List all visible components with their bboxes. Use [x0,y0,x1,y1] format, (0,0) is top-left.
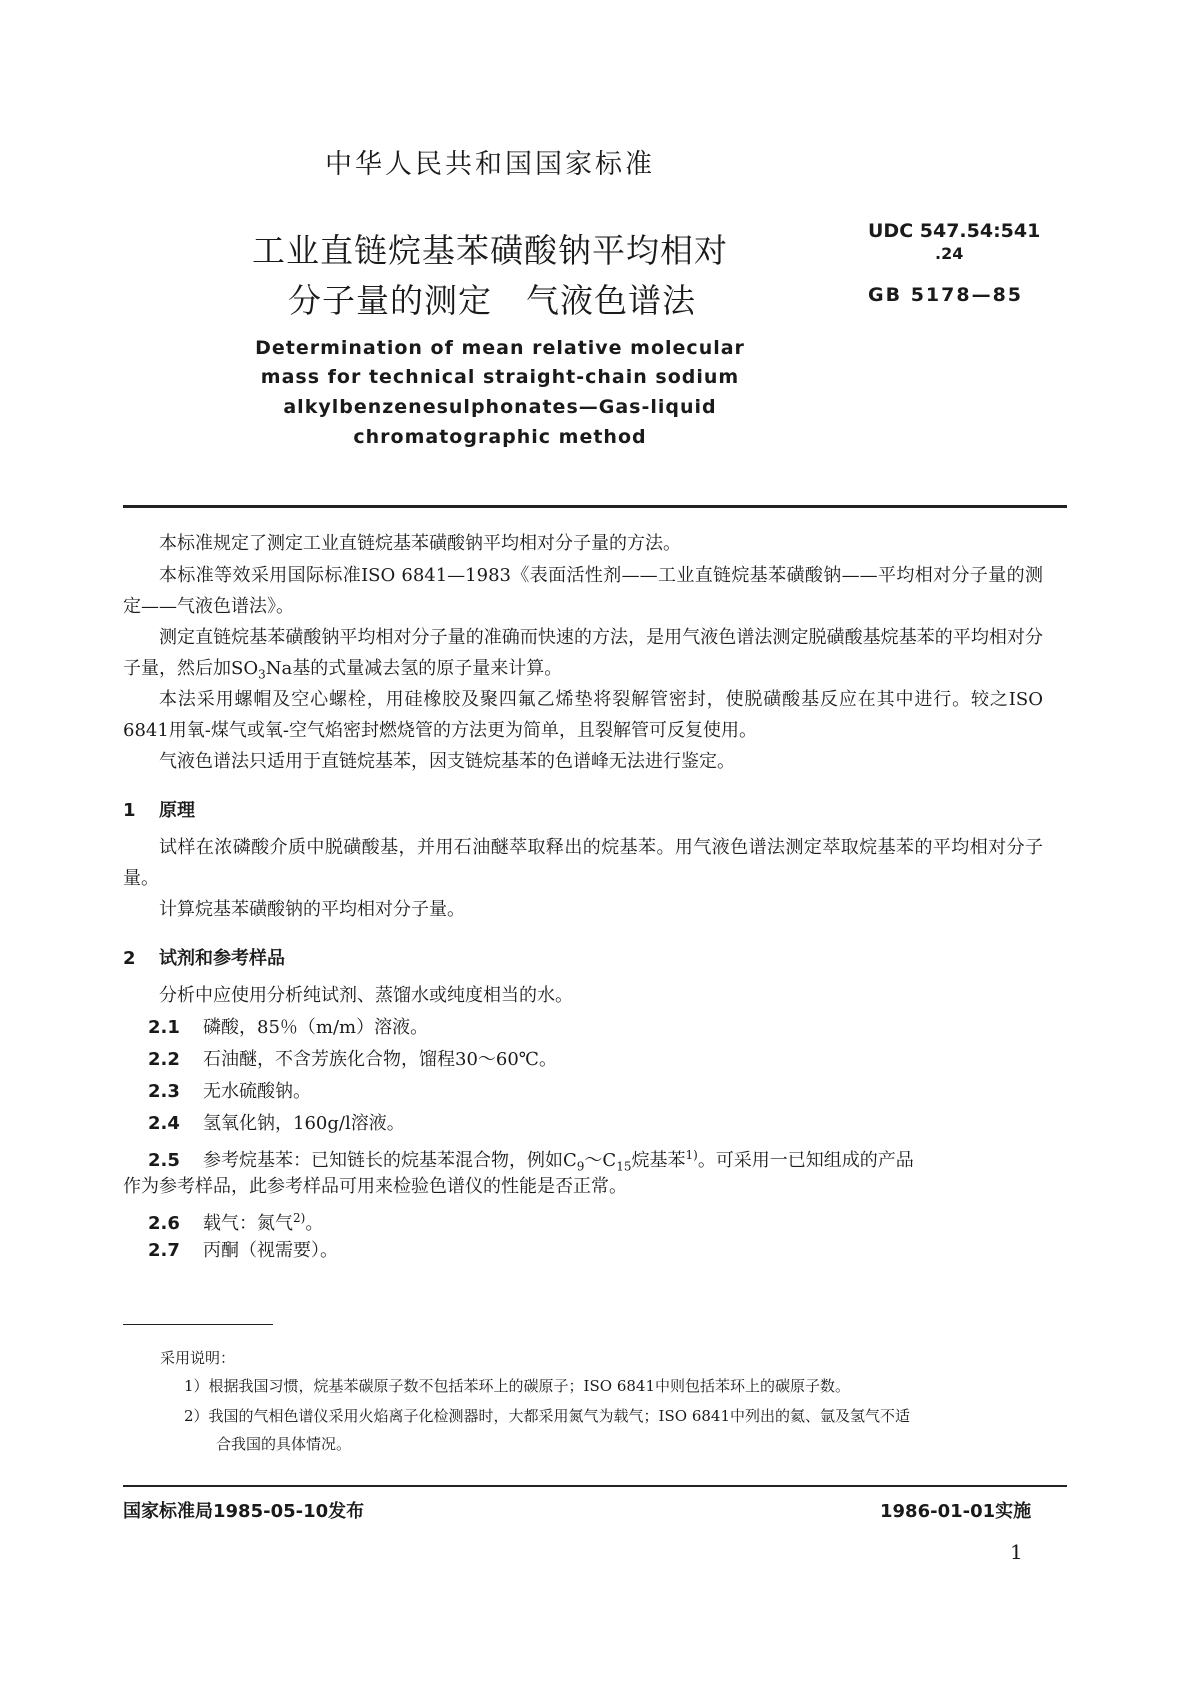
section-paragraph: 分析中应使用分析纯试剂、蒸馏水或纯度相当的水。 [159,985,573,1006]
footnote-continuation: 合我国的具体情况。 [216,1435,352,1453]
section-paragraph: 计算烷基苯磺酸钠的平均相对分子量。 [159,899,465,920]
udc-code: UDC 547.54:541 [868,220,1041,242]
section-heading: 2 试剂和参考样品 [123,948,285,969]
list-item: 2.6 载气：氮气$^{2)}$。 [148,1211,324,1234]
list-item: 2.4 氢氧化钠，160g/l溶液。 [148,1113,405,1134]
footer-divider [123,1485,1067,1487]
list-item: 2.2 石油醚，不含芳族化合物，馏程30～60℃。 [148,1049,557,1070]
footnote-divider [123,1324,273,1325]
section-paragraph: 试样在浓磷酸介质中脱磺酸基，并用石油醚萃取释出的烷基苯。用气液色谱法测定萃取烷基苯的平均相对分子量。 [123,837,1043,889]
title-en-line1: Determination of mean relative molecular [255,337,745,359]
title-zh-line1: 工业直链烷基苯磺酸钠平均相对 [252,231,728,270]
title-en-line3: alkylbenzenesulphonates—Gas-liquid [283,396,717,418]
intro-paragraph: 测定直链烷基苯磺酸钠平均相对分子量的准确而快速的方法，是用气液色谱法测定脱磺酸基烷基苯的平均相对分子量，然后加$SO_3Na$基的式量减去氢的原子量来计算。 [123,627,1043,682]
intro-paragraph: 本标准等效采用国际标准ISO 6841—1983《表面活性剂——工业直链烷基苯磺酸钠——平均相对分子量的测定——气液色谱法》。 [123,565,1043,617]
list-item: 2.7 丙酮（视需要）。 [148,1240,338,1261]
list-item-continuation: 作为参考样品，此参考样品可用来检验色谱仪的性能是否正常。 [123,1176,627,1197]
section-heading: 1 原理 [123,800,195,821]
title-en-line2: mass for technical straight-chain sodium [260,366,740,388]
list-item: 2.5 参考烷基苯：已知链长的烷基苯混合物，例如$C_9\sim C_{15}$烷基苯$^{1)}$。可采用一已知组成的产品 [148,1148,914,1174]
list-item: 2.1 磷酸，85％（m/m）溶液。 [148,1017,429,1038]
page-number: 1 [1010,1540,1023,1564]
implementation-date: 1986-01-01实施 [880,1501,1032,1522]
intro-paragraph: 本法采用螺帽及空心螺栓，用硅橡胶及聚四氟乙烯垫将裂解管密封，使脱磺酸基反应在其中进行。较之ISO 6841用氧-煤气或氧-空气焰密封燃烧管的方法更为简单，且裂解管可反复使用。 [123,689,1043,741]
gb-standard-number: GB 5178—85 [868,284,1024,306]
udc-code-continued: .24 [935,244,964,263]
intro-paragraph: 气液色谱法只适用于直链烷基苯，因支链烷基苯的色谱峰无法进行鉴定。 [159,751,735,772]
footnote: 1）根据我国习惯，烷基苯碳原子数不包括苯环上的碳原子；ISO 6841中则包括苯环上的碳原子数。 [184,1377,850,1395]
header-divider [123,505,1067,508]
footnote: 2）我国的气相色谱仪采用火焰离子化检测器时，大都采用氮气为载气；ISO 6841中列出的氦、氩及氢气不适 [184,1407,910,1425]
national-standard-title: 中华人民共和国国家标准 [325,149,655,180]
title-zh-line2: 分子量的测定 气液色谱法 [288,281,696,320]
list-item: 2.3 无水硫酸钠。 [148,1081,311,1102]
intro-paragraph: 本标准规定了测定工业直链烷基苯磺酸钠平均相对分子量的方法。 [159,533,681,554]
publish-date: 国家标准局1985-05-10发布 [123,1501,365,1522]
title-en-line4: chromatographic method [353,426,647,448]
footnote-title: 采用说明： [160,1349,236,1367]
